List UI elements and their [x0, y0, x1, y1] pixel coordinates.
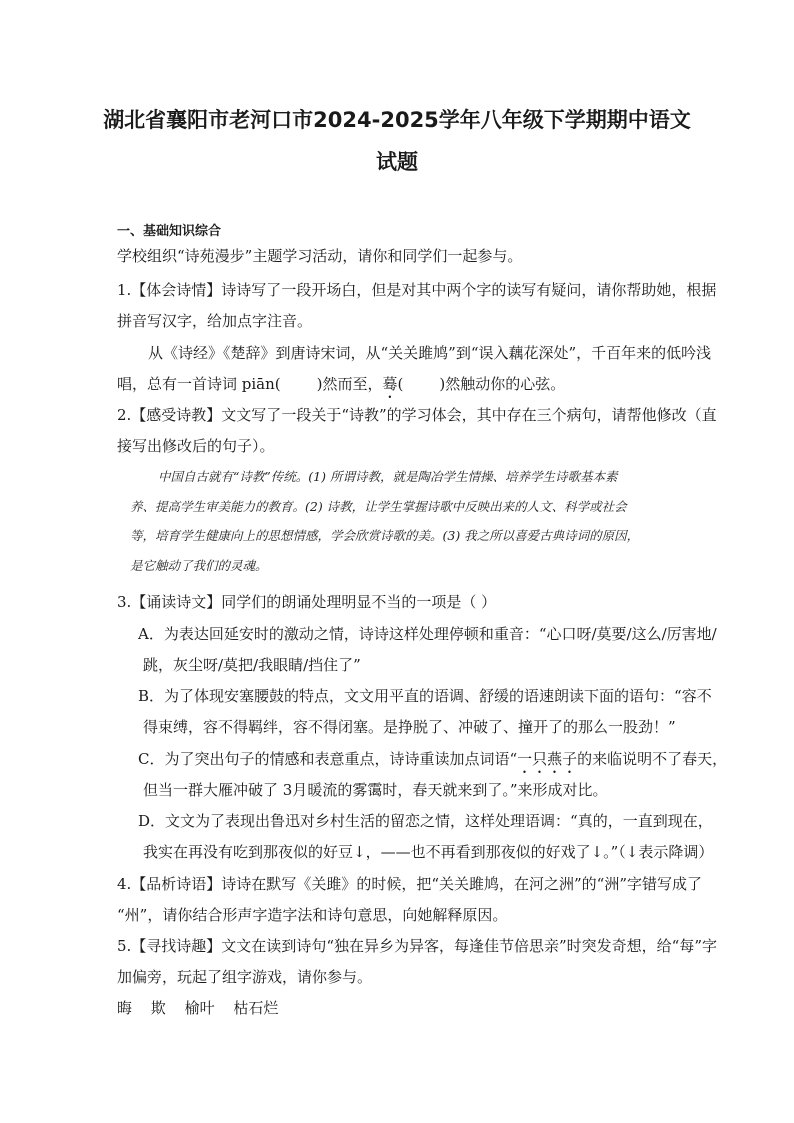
question-3-stem: 3.【诵读诗文】同学们的朗诵处理明显不当的一项是（ ）: [117, 593, 497, 611]
option-a-line-2: 跳，灰尘呀/莫把/我眼睛/挡住了”: [143, 656, 361, 674]
option-text: C．为了突出句子的情感和表意重点，诗诗重读加点词语“: [138, 750, 518, 768]
section-heading: 一、基础知识综合: [117, 224, 222, 239]
question-5-characters: [117, 998, 292, 1018]
option-c-line-2: 但当一群大雁冲破了 3月暖流的雾霭时，春天就来到了。”来形成对比。: [143, 781, 608, 799]
question-2-line-1: 2.【感受诗教】文文写了一段关于“诗教”的学习体会，其中存在三个病句，请帮他修改（直: [117, 406, 717, 424]
dotted-phrase: 一只燕子: [517, 750, 578, 768]
question-2-quote: [130, 462, 690, 580]
character-item: 晦: [117, 999, 133, 1017]
question-5-line-1: 5.【寻找诗趣】文文在读到诗句“独在异乡为异客，每逢佳节倍思亲”时突发奇想，给“每”字: [117, 937, 717, 955]
question-1-line-2: 拼音写汉字，给加点字注音。: [117, 312, 313, 330]
dotted-character: 蓦: [382, 375, 398, 393]
question-5-line-2: 加偏旁，玩起了组字游戏，请你参与。: [117, 968, 373, 986]
passage-text: 唱，总有一首诗词 piān(: [117, 375, 281, 393]
character-item: 枯石烂: [233, 999, 279, 1017]
quote-line: 养、提高学生审美能力的教育。(2) 诗教，让学生掌握诗歌中反映出来的人文、科学或社会: [130, 498, 627, 514]
option-b-line-1: B．为了体现安塞腰鼓的特点，文文用平直的语调、舒缓的语速朗读下面的语句：“容不: [138, 687, 712, 705]
passage-text: (: [397, 375, 404, 393]
option-text: 的来临说明不了春天，: [577, 750, 728, 768]
passage-text: )然而至，: [316, 375, 383, 393]
option-d-line-1: D．文文为了表现出鲁迅对乡村生活的留恋之情，这样处理语调：“真的，一直到现在，: [138, 812, 713, 830]
option-c-line-1: [138, 749, 727, 777]
question-1-passage-line-1: 从《诗经》《楚辞》到唐诗宋词，从“关关雎鸠”到“误入藕花深处”，千百年来的低吟浅: [148, 344, 712, 362]
intro-text: 学校组织“诗苑漫步”主题学习活动，请你和同学们一起参与。: [117, 247, 523, 265]
question-2-line-2: 接写出修改后的句子）。: [117, 437, 275, 455]
question-4-line-1: 4.【品析诗语】诗诗在默写《关雎》的时候，把“关关雎鸠，在河之洲”的“洲”字错写成了: [117, 875, 702, 893]
option-b-line-2: 得束缚，容不得羁绊，容不得闭塞。是挣脱了、冲破了、撞开了的那么一股劲！”: [143, 718, 676, 736]
question-1-line-1: 1.【体会诗情】诗诗写了一段开场白，但是对其中两个字的读写有疑问，请你帮助她，根据: [117, 281, 717, 299]
quote-line: 是它触动了我们的灵魂。: [130, 557, 268, 573]
document-title-continued: 试题: [376, 150, 418, 174]
question-4-line-2: “州”，请你结合形声字造字法和诗句意思，向她解释原因。: [117, 906, 508, 924]
character-item: 欺: [150, 999, 166, 1017]
document-title: 湖北省襄阳市老河口市2024-2025学年八年级下学期期中语文: [103, 108, 691, 132]
quote-line: 中国自古就有“诗教”传统。(1) 所谓诗教，就是陶冶学生情操、培养学生诗歌基本素: [158, 469, 618, 484]
quote-line: 等，培育学生健康向上的思想情感，学会欣赏诗歌的美。(3) 我之所以喜爱古典诗词的原因，: [130, 528, 640, 543]
character-item: 榆叶: [184, 999, 215, 1017]
option-d-line-2: 我实在再没有吃到那夜似的好豆↓，——也不再看到那夜似的好戏了↓。”（↓表示降调）: [143, 843, 714, 861]
passage-text: )然触动你的心弦。: [439, 375, 566, 393]
question-1-passage-line-2: [117, 374, 565, 402]
option-a-line-1: A．为表达回延安时的激动之情，诗诗这样处理停顿和重音：“心口呀/莫要/这么/厉害地/: [138, 625, 717, 643]
